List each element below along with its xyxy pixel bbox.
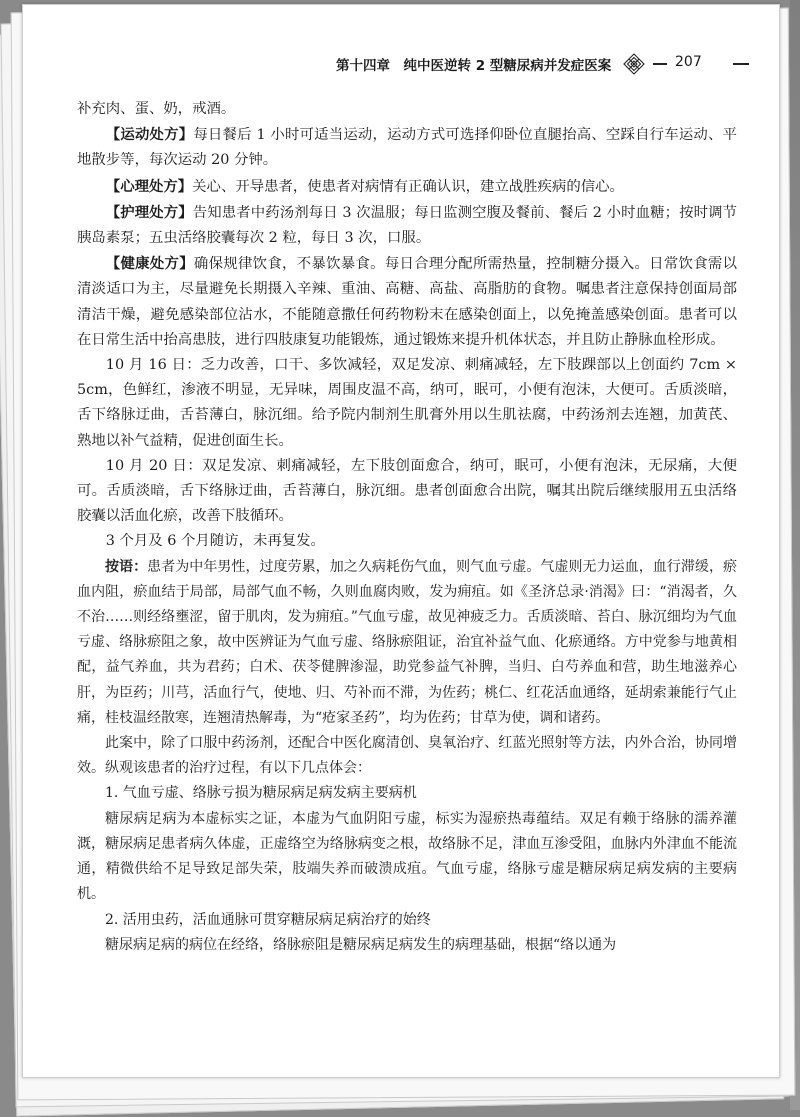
paragraph-commentary <box>77 555 737 731</box>
page-number: 207 <box>675 54 702 70</box>
paragraph-summary: 此案中，除了口服中药汤剂，还配合中医化腐清创、臭氧治疗、红蓝光照射等方法，内外合治，协同增效。纵观该患者的治疗过程，有以下几点体会： <box>77 735 737 777</box>
paragraph-location: 糖尿病足病的病位在经络，络脉瘀阻是糖尿病足病发生的病理基础，根据“络以通为 <box>105 936 617 953</box>
ornament-icon <box>623 53 645 75</box>
paragraph-followup: 3 个月及 6 个月随访，未再复发。 <box>105 533 325 550</box>
subheading-1: 1. 气血亏虚、络脉亏损为糖尿病足病发病主要病机 <box>105 785 417 802</box>
health-text: 确保规律饮食，不暴饮暴食。每日合理分配所需热量，控制糖分摄入。日常饮食需以清淡适口为主，尽量避免长期摄入辛辣、重油、高糖、高盐、高脂肪的食物。嘱患者注意保持创面局部清洁干燥，避免感染部位沾水，不能随意撒任何药物粉末在感染创面上，以免掩盖感染创面。患者可以在日常生活中抬高患肢，进行四肢康复功能锻炼，通过锻炼来提升机体状态，并且防止静脉血栓形成。 <box>77 256 737 348</box>
psychology-text: 关心、开导患者，使患者对病情有正确认识，建立战胜疾病的信心。 <box>192 178 624 195</box>
paragraph-psychology <box>77 174 737 200</box>
paragraph-oct16: 10 月 16 日：乏力改善，口干、多饮减轻，双足发凉、刺痛减轻，左下肢踝部以上创面约 7cm × 5cm，色鲜红，渗液不明显，无异味，周围皮温不高，纳可，眠可，小便有泡沫，大便可。舌质淡暗，舌下络脉迂曲，舌苔薄白，脉沉细。给予院内制剂生肌膏外用以生肌祛腐，中药汤剂去连翘，加黄芪、熟地以补气益精，促进创面生长。 <box>77 357 737 449</box>
health-label: 【健康处方】 <box>105 255 194 273</box>
header-dash-left <box>653 63 667 65</box>
subheading-2: 2. 活用虫药，活血通脉可贯穿糖尿病足病治疗的始终 <box>105 911 431 928</box>
psychology-label: 【心理处方】 <box>105 177 193 195</box>
chapter-title: 第十四章 纯中医逆转 2 型糖尿病并发症医案 <box>336 58 612 74</box>
nursing-text: 告知患者中药汤剂每日 3 次温服；每日监测空腹及餐前、餐后 2 小时血糖；按时调节胰岛素泵；五虫活络胶囊每次 2 粒，每日 3 次，口服。 <box>77 204 737 247</box>
running-header <box>23 51 779 77</box>
paragraph-exercise <box>77 122 737 173</box>
page-body <box>77 97 737 958</box>
paragraph-oct20: 10 月 20 日：双足发凉、刺痛减轻，左下肢创面愈合，纳可，眠可，小便有泡沫，无尿痛，大便可。舌质淡暗，舌下络脉迂曲，舌苔薄白，脉沉细。患者创面愈合出院，嘱其出院后继续服用五虫活络胶囊以活血化瘀，改善下肢循环。 <box>77 457 737 525</box>
paragraph-diet: 补充肉、蛋、奶，戒酒。 <box>77 101 236 117</box>
paragraph-pathogenesis: 糖尿病足病为本虚标实之证，本虚为气血阴阳亏虚，标实为湿瘀热毒蕴结。双足有赖于络脉的濡养灌溉，糖尿病足患者病久体虚，正虚络空为络脉病变之根，故络脉不足，津血互渗受阻，血脉内外津血不能流通，精微供给不足导致足部失荣，肢端失养而破溃成疽。气血亏虚，络脉亏虚是糖尿病足病发病的主要病机。 <box>77 810 737 903</box>
nursing-label: 【护理处方】 <box>105 203 193 221</box>
header-dash-right <box>733 63 749 65</box>
exercise-label: 【运动处方】 <box>105 126 194 144</box>
book-page <box>22 4 780 1078</box>
commentary-label: 按语： <box>105 558 148 575</box>
paragraph-nursing <box>77 200 737 251</box>
exercise-text: 每日餐后 1 小时可适当运动，运动方式可选择仰卧位直腿抬高、空踩自行车运动、平地散步等，每次运动 20 分钟。 <box>77 127 737 169</box>
commentary-text: 患者为中年男性，过度劳累，加之久病耗伤气血，则气血亏虚。气虚则无力运血，血行滞缓，瘀血内阻，瘀血结于局部，局部气血不畅，久则血腐肉败，发为痈疽。如《圣济总录·消渴》曰：“消渴者，久不治……则经络壅涩，留于肌肉，发为痈疽。”气血亏虚，故见神疲乏力。舌质淡暗、苔白、脉沉细均为气血亏虚、络脉瘀阻之象，故中医辨证为气血亏虚、络脉瘀阻证，治宜补益气血、化瘀通络。方中党参与地黄相配，益气养血，共为君药；白术、茯苓健脾渗湿，助党参益气补脾，当归、白芍养血和营，助生地滋养心肝，为臣药；川芎，活血行气，使地、归、芍补而不滞，为佐药；桃仁、红花活血通络，延胡索兼能行气止痛，桂枝温经散寒，连翘清热解毒，为“疮家圣药”，均为佐药；甘草为使，调和诸药。 <box>77 558 738 726</box>
paragraph-health <box>77 251 737 353</box>
